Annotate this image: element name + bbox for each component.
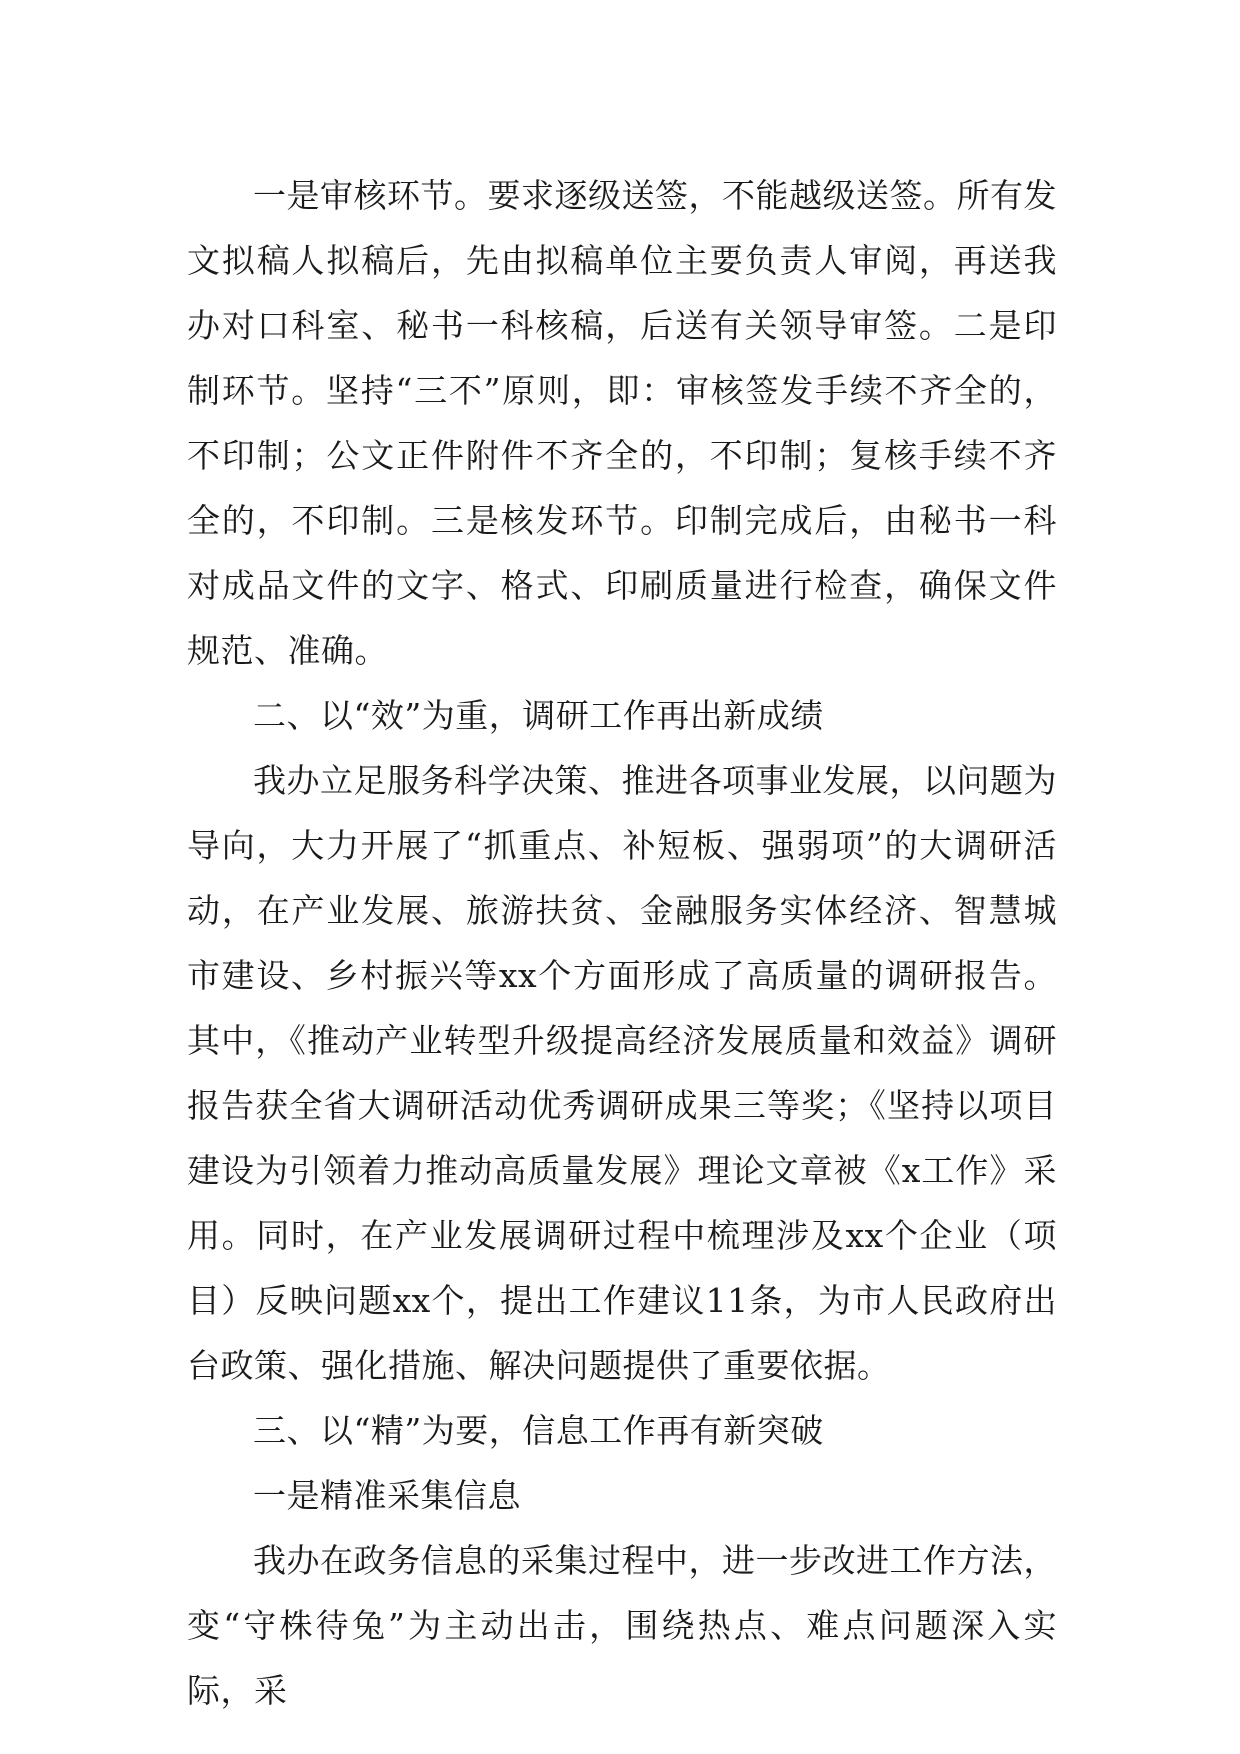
section-heading-information: 三、以“精”为要，信息工作再有新突破 (253, 1411, 824, 1450)
document-body (187, 163, 1057, 1723)
paragraph-research-work: 我办立足服务科学决策、推进各项事业发展，以问题为导向，大力开展了“抓重点、补短板、强弱项”的大调研活动，在产业发展、旅游扶贫、金融服务实体经济、智慧城市建设、乡村振兴等xx个方面形成了高质量的调研报告。其中，《推动产业转型升级提高经济发展质量和效益》调研报告获全省大调研活动优秀调研成果三等奖；《坚持以项目建设为引领着力推动高质量发展》理论文章被《x工作》采用。同时，在产业发展调研过程中梳理涉及xx个企业（项目）反映问题xx个，提出工作建议11条，为市人民政府出台政策、强化措施、解决问题提供了重要依据。 (187, 761, 1057, 1385)
paragraph-information-collection: 我办在政务信息的采集过程中，进一步改进工作方法，变“守株待兔”为主动出击，围绕热点、难点问题深入实际，采 (187, 1541, 1057, 1710)
section-heading-research: 二、以“效”为重，调研工作再出新成绩 (253, 696, 824, 735)
subheading-collect-information: 一是精准采集信息 (253, 1476, 521, 1515)
paragraph-review-print-issue: 一是审核环节。要求逐级送签，不能越级送签。所有发文拟稿人拟稿后，先由拟稿单位主要负责人审阅，再送我办对口科室、秘书一科核稿，后送有关领导审签。二是印制环节。坚持“三不”原则，即：审核签发手续不齐全的，不印制；公文正件附件不齐全的，不印制；复核手续不齐全的，不印制。三是核发环节。印制完成后，由秘书一科对成品文件的文字、格式、印刷质量进行检查，确保文件规范、准确。 (187, 176, 1057, 670)
